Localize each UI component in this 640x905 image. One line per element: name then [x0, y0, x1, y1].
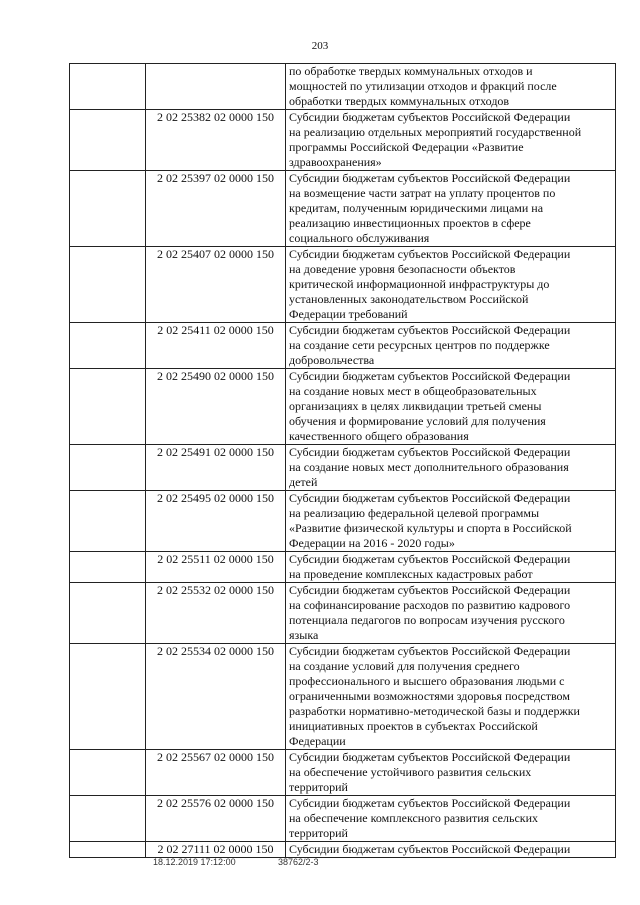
- budget-code-cell: 2 02 25407 02 0000 150: [146, 247, 286, 323]
- description-line: детей: [289, 475, 318, 489]
- description-line: программы Российской Федерации «Развитие: [289, 140, 524, 154]
- description-line: Субсидии бюджетам субъектов Российской Федерации: [289, 491, 571, 505]
- description-line: Федерации требований: [289, 307, 408, 321]
- budget-code-cell: 2 02 25495 02 0000 150: [146, 491, 286, 552]
- budget-code-cell: 2 02 25397 02 0000 150: [146, 171, 286, 247]
- description-line: Субсидии бюджетам субъектов Российской Федерации: [289, 323, 571, 337]
- table-row: [70, 323, 616, 369]
- table-row: [70, 491, 616, 552]
- description-line: на возмещение части затрат на уплату процентов по: [289, 186, 556, 200]
- description-cell: [286, 796, 616, 842]
- empty-first-column-cell: [70, 323, 146, 369]
- table-row: [70, 445, 616, 491]
- description-line: Субсидии бюджетам субъектов Российской Федерации: [289, 583, 571, 597]
- budget-code-cell: 2 02 25576 02 0000 150: [146, 796, 286, 842]
- table-row: [70, 64, 616, 110]
- empty-first-column-cell: [70, 491, 146, 552]
- description-line: мощностей по утилизации отходов и фракций после: [289, 79, 557, 93]
- description-line: Субсидии бюджетам субъектов Российской Федерации: [289, 247, 571, 261]
- description-line: по обработке твердых коммунальных отходов и: [289, 64, 533, 78]
- description-line: Субсидии бюджетам субъектов Российской Федерации: [289, 750, 571, 764]
- description-line: на обеспечение устойчивого развития сельских: [289, 765, 532, 779]
- empty-first-column-cell: [70, 552, 146, 583]
- description-line: Субсидии бюджетам субъектов Российской Федерации: [289, 552, 571, 566]
- description-line: здравоохранения»: [289, 155, 382, 169]
- description-cell: [286, 491, 616, 552]
- description-line: разработки нормативно-методической базы и поддержки: [289, 704, 580, 718]
- description-cell: [286, 64, 616, 110]
- description-line: языка: [289, 628, 319, 642]
- description-line: кредитам, полученным юридическими лицами на: [289, 201, 544, 215]
- description-line: качественного общего образования: [289, 429, 469, 443]
- table-row: [70, 110, 616, 171]
- description-cell: [286, 750, 616, 796]
- empty-first-column-cell: [70, 247, 146, 323]
- empty-first-column-cell: [70, 583, 146, 644]
- description-line: на создание новых мест в общеобразовательных: [289, 384, 537, 398]
- empty-first-column-cell: [70, 445, 146, 491]
- description-line: инициативных проектов в субъектах Российской: [289, 719, 538, 733]
- description-line: на реализацию федеральной целевой программы: [289, 506, 540, 520]
- description-line: критической информационной инфраструктуры до: [289, 277, 550, 291]
- budget-code-cell: 2 02 25491 02 0000 150: [146, 445, 286, 491]
- budget-code-table: [69, 63, 616, 858]
- description-line: ограниченными возможностями здоровья посредством: [289, 689, 570, 703]
- description-line: потенциала педагогов по вопросам изучения русского: [289, 613, 565, 627]
- description-cell: [286, 171, 616, 247]
- description-cell: [286, 247, 616, 323]
- description-line: профессионального и высшего образования людьми с: [289, 674, 565, 688]
- description-line: на реализацию отдельных мероприятий государственной: [289, 125, 582, 139]
- table-row: [70, 750, 616, 796]
- budget-code-cell: 2 02 25534 02 0000 150: [146, 644, 286, 750]
- description-cell: [286, 323, 616, 369]
- budget-code-cell: 2 02 25382 02 0000 150: [146, 110, 286, 171]
- footer-timestamp: 18.12.2019 17:12:00: [153, 857, 236, 867]
- description-line: Субсидии бюджетам субъектов Российской Федерации: [289, 842, 571, 856]
- empty-first-column-cell: [70, 644, 146, 750]
- description-line: на создание сети ресурсных центров по поддержке: [289, 338, 550, 352]
- description-line: на создание условий для получения среднего: [289, 659, 520, 673]
- description-line: добровольчества: [289, 353, 375, 367]
- description-line: Субсидии бюджетам субъектов Российской Федерации: [289, 171, 571, 185]
- description-line: Субсидии бюджетам субъектов Российской Федерации: [289, 445, 571, 459]
- description-line: территорий: [289, 826, 348, 840]
- description-line: территорий: [289, 780, 348, 794]
- empty-first-column-cell: [70, 750, 146, 796]
- description-cell: [286, 842, 616, 858]
- table-row: [70, 552, 616, 583]
- budget-code-cell: [146, 64, 286, 110]
- table-row: [70, 796, 616, 842]
- budget-code-cell: 2 02 25411 02 0000 150: [146, 323, 286, 369]
- description-line: обработки твердых коммунальных отходов: [289, 94, 510, 108]
- description-line: «Развитие физической культуры и спорта в Российской: [289, 521, 572, 535]
- empty-first-column-cell: [70, 796, 146, 842]
- page-number: 203: [311, 40, 329, 52]
- description-line: реализацию инвестиционных проектов в сфере: [289, 216, 531, 230]
- description-line: Субсидии бюджетам субъектов Российской Федерации: [289, 369, 571, 383]
- table-row: [70, 171, 616, 247]
- description-cell: [286, 110, 616, 171]
- description-line: на создание новых мест дополнительного образования: [289, 460, 569, 474]
- description-cell: [286, 552, 616, 583]
- description-line: на софинансирование расходов по развитию кадрового: [289, 598, 571, 612]
- table-row: [70, 842, 616, 858]
- description-line: организациях в целях ликвидации третьей смены: [289, 399, 542, 413]
- description-line: на проведение комплексных кадастровых работ: [289, 567, 533, 581]
- table-row: [70, 583, 616, 644]
- table-body: [70, 64, 616, 858]
- budget-code-cell: 2 02 25490 02 0000 150: [146, 369, 286, 445]
- description-line: Федерации на 2016 - 2020 годы»: [289, 536, 455, 550]
- table-row: [70, 644, 616, 750]
- budget-code-cell: 2 02 25511 02 0000 150: [146, 552, 286, 583]
- budget-code-cell: 2 02 25567 02 0000 150: [146, 750, 286, 796]
- description-line: Федерации: [289, 734, 346, 748]
- description-line: Субсидии бюджетам субъектов Российской Федерации: [289, 796, 571, 810]
- empty-first-column-cell: [70, 171, 146, 247]
- description-line: на обеспечение комплексного развития сельских: [289, 811, 539, 825]
- budget-code-cell: 2 02 27111 02 0000 150: [146, 842, 286, 858]
- description-cell: [286, 644, 616, 750]
- description-line: установленных законодательством Российской: [289, 292, 529, 306]
- description-line: обучения и формирование условий для получения: [289, 414, 546, 428]
- description-line: на доведение уровня безопасности объектов: [289, 262, 516, 276]
- description-line: социального обслуживания: [289, 231, 430, 245]
- table-row: [70, 247, 616, 323]
- table-row: [70, 369, 616, 445]
- empty-first-column-cell: [70, 369, 146, 445]
- footer-doc-number: 38762/2-3: [278, 857, 319, 867]
- description-line: Субсидии бюджетам субъектов Российской Федерации: [289, 110, 571, 124]
- empty-first-column-cell: [70, 110, 146, 171]
- description-cell: [286, 445, 616, 491]
- empty-first-column-cell: [70, 64, 146, 110]
- empty-first-column-cell: [70, 842, 146, 858]
- description-cell: [286, 583, 616, 644]
- description-cell: [286, 369, 616, 445]
- budget-code-cell: 2 02 25532 02 0000 150: [146, 583, 286, 644]
- description-line: Субсидии бюджетам субъектов Российской Федерации: [289, 644, 571, 658]
